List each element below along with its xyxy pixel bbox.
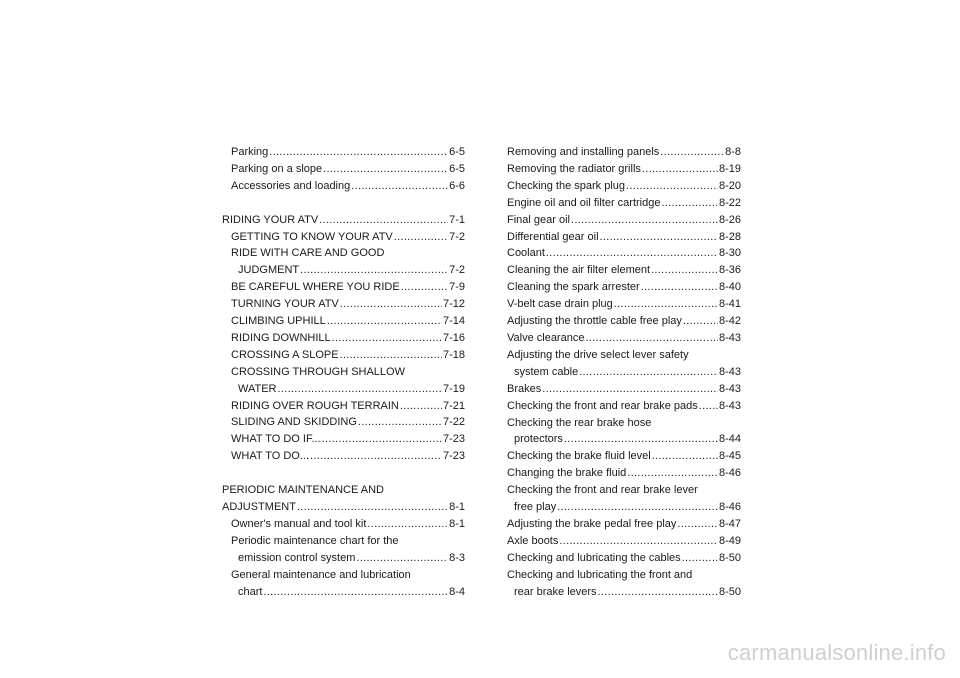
toc-leader-dots (340, 296, 442, 313)
toc-page-number: 8-46 (718, 467, 741, 480)
toc-page-number: 7-16 (442, 331, 465, 344)
toc-entry-title: protectors (514, 433, 563, 446)
toc-entry[interactable] (222, 330, 465, 347)
toc-entry-title: Accessories and loading (231, 179, 351, 192)
toc-entry[interactable] (222, 313, 465, 330)
toc-leader-dots (557, 499, 718, 516)
toc-page-number: 8-8 (725, 146, 741, 158)
toc-spacer (222, 465, 465, 482)
toc-leader-dots (278, 381, 442, 398)
toc-spacer (222, 195, 465, 212)
toc-entry[interactable] (222, 414, 465, 431)
toc-leader-dots (652, 448, 718, 465)
toc-leader-dots (358, 414, 442, 431)
toc-entry-title: Parking on a slope (231, 162, 323, 175)
toc-entry[interactable] (507, 465, 741, 482)
toc-page-number: 7-18 (442, 348, 465, 361)
toc-page-number: 8-26 (718, 213, 741, 226)
toc-page-number: 8-49 (718, 534, 741, 547)
toc-entry[interactable] (507, 398, 741, 415)
toc-page-number: 8-45 (718, 450, 741, 463)
toc-left-column (222, 144, 465, 600)
toc-entry[interactable] (222, 161, 465, 178)
toc-entry[interactable] (222, 245, 465, 279)
toc-entry-title: Checking the rear brake hose (507, 416, 652, 429)
toc-entry-title: BE CAREFUL WHERE YOU RIDE (231, 281, 400, 294)
toc-entry[interactable] (507, 550, 741, 567)
toc-entry[interactable] (507, 533, 741, 550)
toc-page-number: 8-28 (718, 230, 741, 243)
toc-page-number: 8-50 (718, 585, 741, 598)
toc-leader-dots (579, 364, 718, 381)
toc-entry[interactable] (507, 144, 741, 161)
toc-entry[interactable] (222, 533, 465, 567)
toc-entry-title: Coolant (507, 247, 545, 260)
toc-page-number: 7-23 (442, 433, 465, 446)
toc-page-number: 8-50 (718, 551, 741, 564)
toc-leader-dots (598, 584, 718, 601)
toc-page-number: 7-22 (442, 416, 465, 429)
toc-leader-dots (401, 279, 448, 296)
toc-entry-title: General maintenance and lubrication (231, 568, 411, 581)
toc-page-number: 7-21 (442, 399, 465, 412)
toc-entry-title: GETTING TO KNOW YOUR ATV (231, 230, 393, 243)
toc-page-number: 8-46 (718, 501, 741, 514)
toc-leader-dots (351, 178, 448, 195)
toc-page-number: 8-43 (718, 399, 741, 412)
toc-leader-dots (542, 381, 718, 398)
toc-entry-title: chart (238, 585, 263, 598)
toc-entry-title: ADJUSTMENT (222, 501, 296, 513)
toc-entry[interactable] (507, 279, 741, 296)
toc-leader-dots (614, 296, 718, 313)
toc-entry-title: V-belt case drain plug (507, 298, 613, 311)
toc-entry[interactable] (507, 212, 741, 229)
toc-page-number: 8-1 (449, 501, 465, 513)
toc-entry[interactable] (222, 398, 465, 415)
toc-page-number: 7-19 (442, 382, 465, 395)
toc-leader-dots (600, 229, 718, 246)
toc-leader-dots (297, 499, 448, 516)
toc-entry-title: Axle boots (507, 534, 559, 547)
toc-entry-title: system cable (514, 365, 579, 378)
toc-entry-title: rear brake levers (514, 585, 597, 598)
toc-entry[interactable] (222, 144, 465, 161)
toc-leader-dots (327, 313, 442, 330)
toc-entry[interactable] (222, 178, 465, 195)
toc-entry-title: RIDING OVER ROUGH TERRAIN (231, 399, 399, 412)
toc-leader-dots (269, 144, 448, 161)
toc-leader-dots (651, 262, 718, 279)
toc-page-number: 8-20 (718, 179, 741, 192)
toc-leader-dots (400, 398, 442, 415)
toc-leader-dots (641, 279, 718, 296)
toc-entry[interactable] (222, 482, 465, 499)
toc-leader-dots (546, 245, 718, 262)
toc-page-number: 8-41 (718, 298, 741, 311)
toc-page-number: 8-47 (718, 517, 741, 530)
toc-leader-dots (559, 533, 718, 550)
toc-leader-dots (626, 178, 718, 195)
toc-leader-dots (340, 347, 442, 364)
toc-page-number: 8-19 (718, 162, 741, 175)
toc-leader-dots (319, 212, 448, 229)
toc-entry-title: RIDE WITH CARE AND GOOD (231, 247, 385, 260)
toc-entry-title: JUDGMENT (238, 264, 300, 277)
toc-entry-title: Final gear oil (507, 213, 570, 226)
toc-leader-dots (661, 195, 717, 212)
toc-leader-dots (356, 550, 448, 567)
toc-entry-title: Engine oil and oil filter cartridge (507, 196, 661, 209)
toc-entry-title: Adjusting the throttle cable free play (507, 315, 682, 328)
toc-leader-dots (323, 161, 448, 178)
toc-entry-title: Owner's manual and tool kit (231, 517, 367, 530)
toc-entry[interactable] (507, 516, 741, 533)
toc-leader-dots (683, 313, 718, 330)
toc-entry-title: Valve clearance (507, 331, 585, 344)
toc-page-number: 7-2 (449, 264, 465, 277)
toc-page-number: 8-44 (718, 433, 741, 446)
toc-entry-title: Brakes (507, 382, 542, 395)
toc-entry[interactable] (507, 178, 741, 195)
toc-entry[interactable] (222, 431, 465, 448)
toc-entry-title: Cleaning the air filter element (507, 264, 651, 277)
toc-page-number: 8-30 (718, 247, 741, 260)
toc-entry-title: Checking and lubricating the cables (507, 551, 681, 564)
toc-leader-dots (660, 144, 724, 161)
toc-entry[interactable] (222, 279, 465, 296)
toc-leader-dots (263, 584, 448, 601)
toc-entry-title: Removing the radiator grills (507, 162, 641, 175)
toc-entry[interactable] (222, 516, 465, 533)
toc-leader-dots (394, 229, 448, 246)
toc-page-number: 8-43 (718, 331, 741, 344)
toc-page-number: 8-43 (718, 365, 741, 378)
toc-leader-dots (682, 550, 718, 567)
toc-entry-title: WATER (238, 382, 277, 395)
toc-entry-title: CLIMBING UPHILL (231, 315, 326, 328)
toc-page-number: 8-40 (718, 281, 741, 294)
toc-entry-title: PERIODIC MAINTENANCE AND (222, 484, 384, 497)
toc-page-number: 7-14 (442, 315, 465, 328)
toc-leader-dots (585, 330, 718, 347)
toc-leader-dots (677, 516, 718, 533)
toc-entry-title: Checking the spark plug (507, 179, 626, 192)
toc-entry[interactable] (222, 448, 465, 465)
toc-entry-title: Changing the brake fluid (507, 467, 627, 480)
toc-page-number: 7-2 (449, 230, 465, 243)
toc-entry[interactable] (222, 212, 465, 229)
toc-leader-dots (300, 262, 448, 279)
toc-leader-dots (571, 212, 718, 229)
toc-page-number: 8-43 (718, 382, 741, 395)
toc-page-number: 8-36 (718, 264, 741, 277)
toc-entry-title: Adjusting the drive select lever safety (507, 348, 689, 361)
toc-page-number: 8-1 (449, 517, 465, 530)
toc-entry-title: free play (514, 501, 557, 514)
toc-entry[interactable] (507, 381, 741, 398)
toc-entry[interactable] (507, 229, 741, 246)
toc-entry[interactable] (507, 330, 741, 347)
toc-entry-title: CROSSING THROUGH SHALLOW (231, 365, 405, 378)
toc-entry[interactable] (507, 347, 741, 381)
toc-page-number: 6-6 (449, 179, 465, 192)
toc-entry[interactable] (507, 262, 741, 279)
toc-page-number: 8-22 (718, 196, 741, 209)
toc-leader-dots (322, 431, 442, 448)
toc-page-number: 7-12 (442, 298, 465, 311)
toc-entry-title: WHAT TO DO IF... (231, 433, 321, 446)
toc-entry-title: Cleaning the spark arrester (507, 281, 640, 294)
toc-leader-dots (367, 516, 448, 533)
toc-entry-title: TURNING YOUR ATV (231, 298, 339, 311)
toc-entry-title: emission control system (238, 551, 356, 564)
toc-page-number: 7-1 (449, 213, 465, 226)
toc-leader-dots (627, 465, 718, 482)
toc-leader-dots (642, 161, 718, 178)
toc-page-number: 7-23 (442, 450, 465, 463)
toc-right-column (507, 144, 741, 600)
toc-entry-title: Differential gear oil (507, 230, 599, 243)
toc-entry[interactable] (507, 245, 741, 262)
toc-page-number: 8-42 (718, 315, 741, 328)
toc-leader-dots (564, 431, 718, 448)
toc-entry[interactable] (507, 567, 741, 601)
toc-entry[interactable] (222, 347, 465, 364)
toc-entry-title: Checking the front and rear brake pads (507, 399, 698, 412)
toc-leader-dots (699, 398, 718, 415)
toc-entry-title: WHAT TO DO... (231, 450, 310, 463)
toc-page-number: 6-5 (449, 146, 465, 158)
toc-entry[interactable] (222, 296, 465, 313)
toc-entry[interactable] (507, 313, 741, 330)
toc-entry-title: Checking the brake fluid level (507, 450, 651, 463)
toc-entry[interactable] (222, 364, 465, 398)
toc-entry[interactable] (222, 229, 465, 246)
toc-entry-title: Periodic maintenance chart for the (231, 534, 399, 547)
toc-entry-title: CROSSING A SLOPE (231, 348, 339, 361)
toc-entry[interactable] (222, 567, 465, 601)
toc-entry-title: RIDING YOUR ATV (222, 213, 319, 226)
toc-entry-title: Parking (231, 146, 269, 158)
toc-entry-title: Removing and installing panels (507, 146, 660, 158)
toc-entry[interactable] (507, 415, 741, 449)
toc-leader-dots (310, 448, 442, 465)
toc-entry[interactable] (507, 161, 741, 178)
toc-entry[interactable] (507, 448, 741, 465)
toc-entry-title: RIDING DOWNHILL (231, 331, 331, 344)
watermark-text: carmanualsonline.info (727, 640, 946, 665)
toc-entry-title: Adjusting the brake pedal free play (507, 517, 677, 530)
toc-entry-title: Checking the front and rear brake lever (507, 484, 698, 497)
toc-entry-title: SLIDING AND SKIDDING (231, 416, 357, 429)
toc-entry[interactable] (507, 482, 741, 516)
toc-page-number: 7-9 (449, 281, 465, 294)
toc-page-number: 8-4 (449, 585, 465, 598)
toc-entry[interactable] (507, 296, 741, 313)
toc-entry[interactable] (507, 195, 741, 212)
toc-entry[interactable] (222, 499, 465, 516)
toc-page-number: 8-3 (449, 551, 465, 564)
toc-page-number: 6-5 (449, 162, 465, 175)
toc-leader-dots (332, 330, 442, 347)
toc-entry-title: Checking and lubricating the front and (507, 568, 693, 581)
